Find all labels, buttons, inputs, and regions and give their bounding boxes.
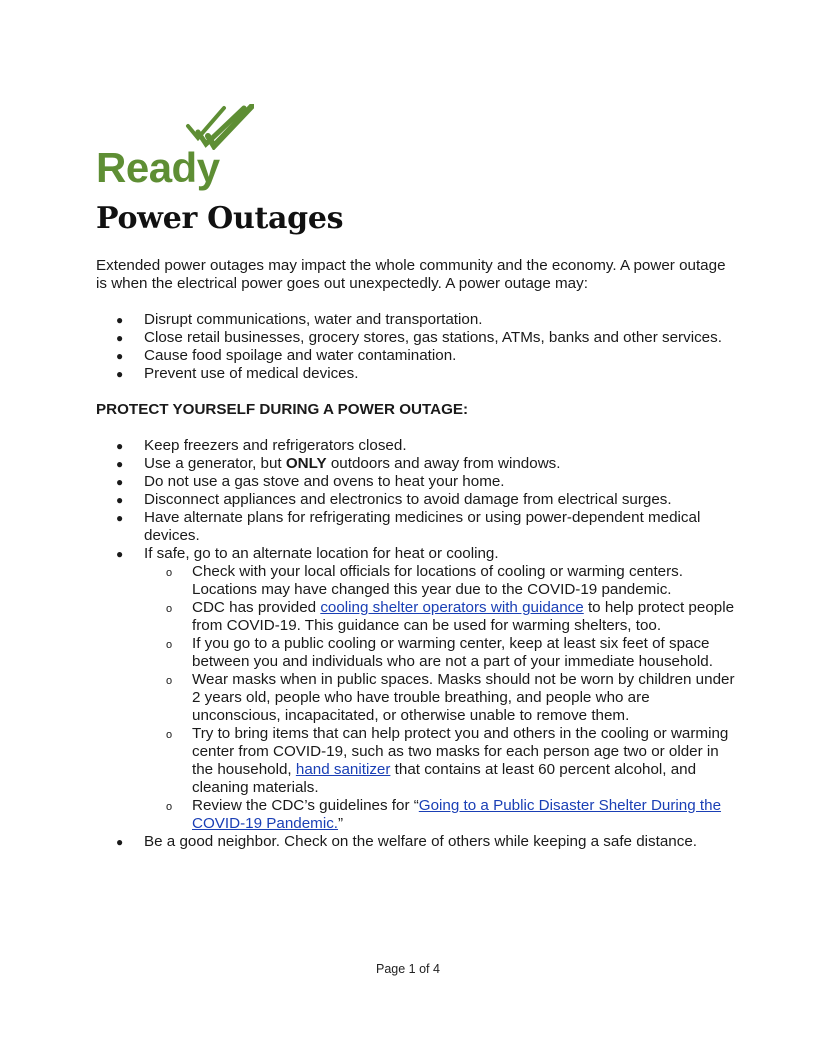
list-item: ● Cause food spoilage and water contamination. [116, 347, 457, 364]
protect-list [96, 437, 736, 851]
emphasis-only: ONLY [285, 455, 327, 472]
list-item: ● Disconnect appliances and electronics to avoid damage from electrical surges. [116, 491, 672, 508]
list-item: ● If safe, go to an alternate location for heat or cooling. o Check with your local officials for locations of cooling or warming centers. Locations may have changed this year due to the COVID-19 pandemic. o CDC has provided cooling shelter operators with guidance to help protect people from COVID-19. This guidance can be used for warming shelters, too. o If you go to a public cooling or warming center, keep at least six feet of space between you and individuals who are not a part of your immediate household. o Wear masks when in public spaces. Masks should not be worn by children under 2 years old, people who have trouble breathing, and people who are unconscious, incapacitated, or otherwise unable to remove them. o Try to bring items that can help protect you and others in the cooling or warming center from COVID-19, such as two masks for each person age two or older in the household, hand sanitizer that contains at least 60 percent alcohol, and cleaning materials. o Review the CDC’s guidelines for “Going to a Public Disaster Shelter During the COVID-19 Pandemic.” [116, 545, 735, 832]
effects-list [96, 311, 736, 383]
sub-bullet-icon: o [166, 675, 173, 687]
intro-paragraph: Extended power outages may impact the whole community and the economy. A power outage is when the electrical power goes out unexpectedly. A power outage may: [96, 257, 726, 292]
bullet-icon: ● [116, 511, 124, 525]
bullet-icon: ● [116, 475, 124, 489]
hand-sanitizer-link[interactable]: hand sanitizer [295, 761, 391, 778]
document-body [96, 257, 736, 851]
sub-bullet-icon: o [166, 603, 173, 615]
ready-logo [96, 104, 256, 194]
section-heading: PROTECT YOURSELF DURING A POWER OUTAGE: [96, 401, 469, 418]
sub-bullet-icon: o [166, 801, 173, 813]
list-item: ● Have alternate plans for refrigerating medicines or using power-dependent medical devices. [116, 509, 701, 544]
bullet-icon: ● [116, 367, 124, 381]
logo-wordmark: Ready [96, 144, 220, 191]
bullet-icon: ● [116, 835, 124, 849]
sub-list-item: o Review the CDC’s guidelines for “Going to a Public Disaster Shelter During the COVID-19 Pandemic.” [166, 797, 722, 832]
bullet-icon: ● [116, 349, 124, 363]
bullet-icon: ● [116, 457, 124, 471]
sub-list-item: o Wear masks when in public spaces. Masks should not be worn by children under 2 years old, people who have trouble breathing, and people who are unconscious, incapacitated, or otherwise unable to remove them. [166, 671, 735, 724]
bullet-icon: ● [116, 331, 124, 345]
sub-list-item: o Check with your local officials for locations of cooling or warming centers. Locations may have changed this year due to the COVID-19 pandemic. [166, 563, 683, 598]
bullet-icon: ● [116, 547, 124, 561]
sub-bullet-icon: o [166, 639, 173, 651]
sub-list-item: o Try to bring items that can help protect you and others in the cooling or warming center from COVID-19, such as two masks for each person age two or older in the household, hand sanitizer that contains at least 60 percent alcohol, and cleaning materials. [166, 725, 729, 796]
public-shelter-guidelines-link[interactable]: Going to a Public Disaster Shelter During the COVID-19 Pandemic. [192, 797, 722, 832]
list-item: ● Prevent use of medical devices. [116, 365, 359, 382]
sub-list [144, 563, 736, 833]
bullet-icon: ● [116, 439, 124, 453]
sub-list-item: o If you go to a public cooling or warming center, keep at least six feet of space between you and individuals who are not a part of your immediate household. [166, 635, 713, 670]
list-item: ● Disrupt communications, water and transportation. [116, 311, 483, 328]
list-item: ● Keep freezers and refrigerators closed. [116, 437, 407, 454]
page-title: Power Outages [96, 201, 344, 236]
bullet-icon: ● [116, 493, 124, 507]
sub-list-item: o CDC has provided cooling shelter operators with guidance to help protect people from COVID-19. This guidance can be used for warming shelters, too. [166, 599, 735, 634]
sub-bullet-icon: o [166, 567, 173, 579]
cooling-shelter-guidance-link[interactable]: cooling shelter operators with guidance [320, 599, 584, 616]
list-item: ● Do not use a gas stove and ovens to heat your home. [116, 473, 505, 490]
sub-bullet-icon: o [166, 729, 173, 741]
bullet-icon: ● [116, 313, 124, 327]
page-number-footer: Page 1 of 4 [376, 962, 440, 976]
list-item: ● Close retail businesses, grocery stores, gas stations, ATMs, banks and other services. [116, 329, 722, 346]
list-item: ● Be a good neighbor. Check on the welfare of others while keeping a safe distance. [116, 833, 698, 850]
list-item: ● Use a generator, but ONLY outdoors and away from windows. [116, 455, 561, 472]
